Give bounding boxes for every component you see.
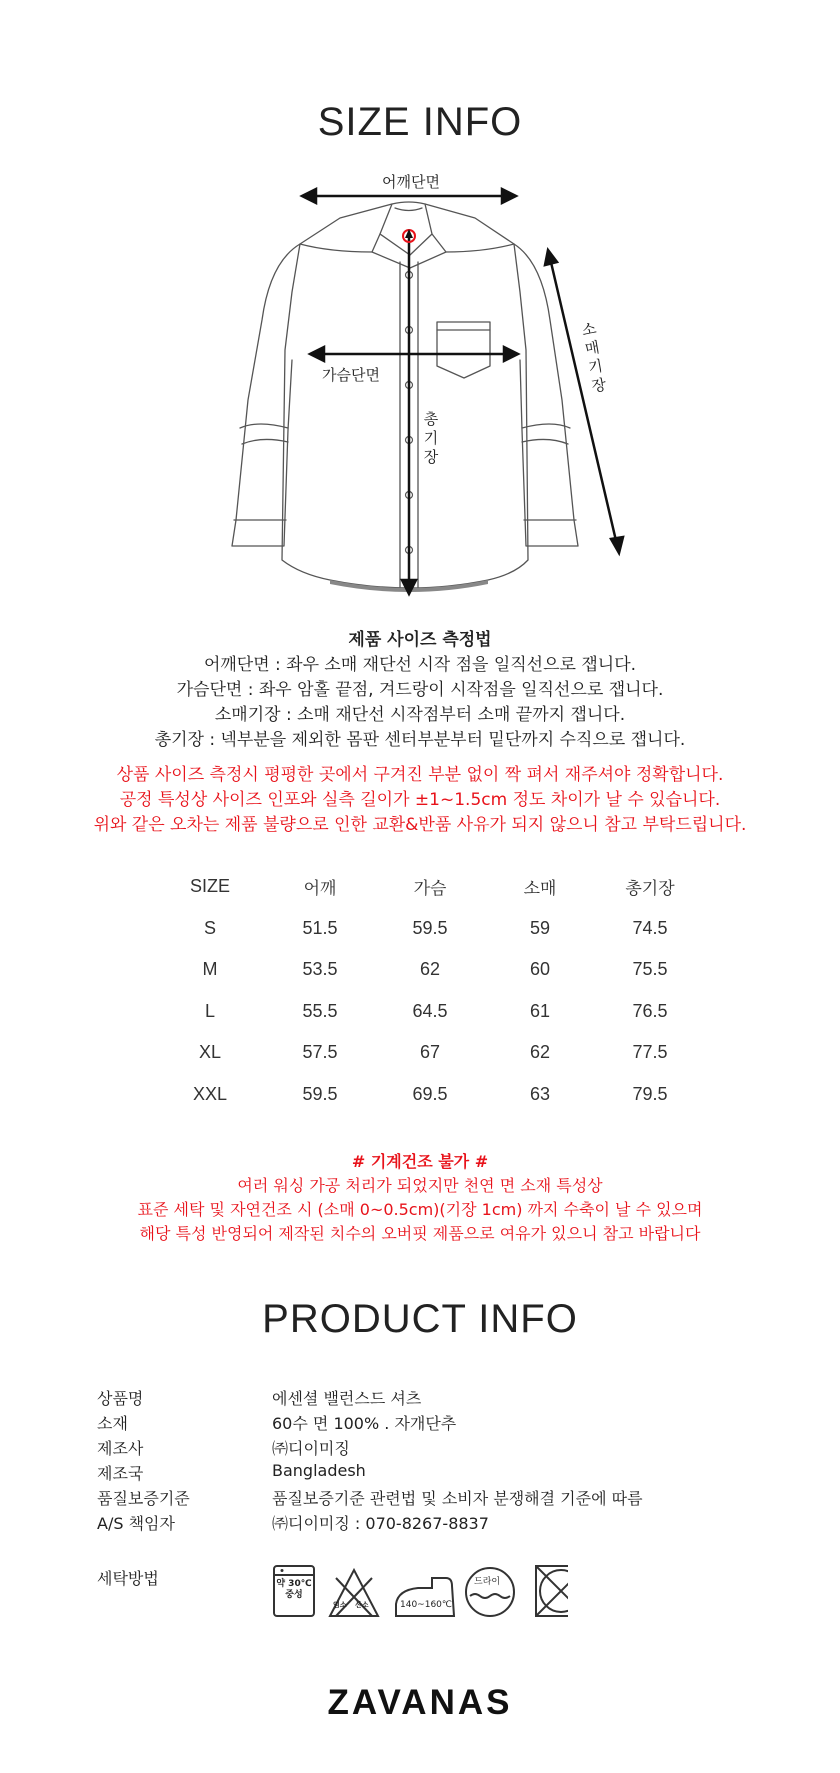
info-value: 품질보증기준 관련법 및 소비자 분쟁해결 기준에 따름 (272, 1489, 643, 1508)
table-row (155, 949, 705, 991)
shirt-right-sleeve (514, 244, 578, 546)
table-cell: 63 (529, 1083, 551, 1104)
no-tumble-dry-icon (536, 1566, 568, 1616)
bleach-right-text: 산소 (355, 1601, 369, 1609)
shirt-left-sleeve (232, 244, 300, 546)
product-info-title: PRODUCT INFO (262, 1297, 578, 1341)
iron-icon (396, 1578, 454, 1616)
table-header: 소매 (523, 879, 557, 900)
method-line: 소매기장 : 소매 재단선 시작점부터 소매 끝까지 잽니다. (214, 705, 626, 725)
dry-warning-title: # 기계건조 불가 # (351, 1152, 489, 1171)
shoulder-label: 어깨단면 (378, 171, 444, 192)
info-key: A/S 책임자 (97, 1514, 175, 1533)
total-length-label: 총 기 장 (423, 410, 439, 466)
brand-logo: ZAVANAS (327, 1683, 513, 1722)
info-value: ㈜디이미징 : 070-8267-8837 (272, 1514, 489, 1533)
table-cell: 51.5 (302, 917, 338, 938)
shirt-body-outline (282, 204, 528, 588)
table-cell: 59.5 (302, 1083, 338, 1104)
table-header: 총기장 (625, 879, 675, 900)
table-cell: 57.5 (302, 1042, 338, 1063)
table-cell: S (203, 917, 216, 938)
table-header: 어깨 (303, 879, 337, 900)
table-row (155, 1074, 705, 1116)
info-key: 상품명 (97, 1389, 144, 1408)
info-value: 에센셜 밸런스드 셔츠 (272, 1389, 422, 1408)
table-cell: 61 (529, 1000, 551, 1021)
info-value: Bangladesh (272, 1461, 366, 1480)
info-key: 소재 (97, 1414, 128, 1433)
table-cell: XXL (192, 1083, 228, 1104)
table-row (155, 1032, 705, 1074)
table-cell: 62 (419, 959, 441, 980)
chest-label: 가슴단면 (322, 366, 380, 384)
table-cell: 74.5 (632, 917, 668, 938)
iron-temp-text: 140~160℃ (400, 1600, 453, 1610)
table-cell: 53.5 (302, 959, 338, 980)
table-cell: 59.5 (412, 917, 448, 938)
info-value: 60수 면 100% . 자개단추 (272, 1414, 457, 1433)
table-cell: 77.5 (632, 1042, 668, 1063)
size-notice: 상품 사이즈 측정시 평평한 곳에서 구겨진 부분 없이 짝 펴서 재주셔야 정확합니다. 공정 특성상 사이즈 인포와 실측 길이가 ±1~1.5cm 정도 차이가 날 수 있습니다. 위와 같은 오차는 제품 불량으로 인한 교환&반품 사유가 되지 않으니 참고 부탁드립니다. (93, 765, 747, 835)
care-label: 세탁방법 (97, 1569, 159, 1588)
table-cell: 76.5 (632, 1000, 668, 1021)
table-header-row (155, 866, 705, 908)
table-row (155, 991, 705, 1033)
table-cell: 62 (529, 1042, 551, 1063)
table-row (155, 908, 705, 950)
table-cell: L (204, 1000, 215, 1021)
info-key: 제조국 (97, 1464, 144, 1483)
size-table (155, 866, 705, 1115)
dry-clean-text: 드라이 (474, 1577, 501, 1587)
table-header: 가슴 (413, 879, 447, 900)
shirt-diagram (0, 0, 840, 610)
table-cell: 55.5 (302, 1000, 338, 1021)
table-cell: 75.5 (632, 959, 668, 980)
measurement-method (0, 628, 840, 753)
method-line: 어깨단면 : 좌우 소매 재단선 시작 점을 일직선으로 잽니다. (203, 655, 637, 675)
table-header: SIZE (189, 876, 230, 897)
table-cell: XL (198, 1042, 222, 1063)
bleach-left-text: 염소 (333, 1601, 347, 1609)
sleeve-label: 소 매 기 장 (580, 319, 608, 396)
table-cell: 59 (529, 917, 551, 938)
table-cell: 60 (529, 959, 551, 980)
table-cell: 69.5 (412, 1083, 448, 1104)
info-key: 품질보증기준 (97, 1489, 190, 1508)
table-cell: 64.5 (412, 1000, 448, 1021)
wash-temp-text: 약 30℃ 중성 (276, 1579, 312, 1600)
table-cell: 67 (419, 1042, 441, 1063)
info-key: 제조사 (97, 1439, 144, 1458)
table-cell: 79.5 (632, 1083, 668, 1104)
table-cell: M (202, 959, 218, 980)
method-line: 총기장 : 넥부분을 제외한 몸판 센터부분부터 밑단까지 수직으로 잽니다. (154, 730, 686, 750)
method-title: 제품 사이즈 측정법 (348, 630, 492, 650)
info-value: ㈜디이미징 (272, 1439, 350, 1458)
method-line: 가슴단면 : 좌우 암홀 끝점, 겨드랑이 시작점을 일직선으로 잽니다. (176, 680, 664, 700)
dry-warning: # 기계건조 불가 # 여러 워싱 가공 처리가 되었지만 천연 면 소재 특성상 표준 세탁 및 자연건조 시 (소매 0~0.5cm)(기장 1cm) 까지 수축이 날 수 있으며 해당 특성 반영되어 제작된 치수의 오버핏 제품으로 여유가 있으니 참고 바랍니다 (0, 1150, 840, 1246)
size-info-title: SIZE INFO (317, 100, 523, 144)
